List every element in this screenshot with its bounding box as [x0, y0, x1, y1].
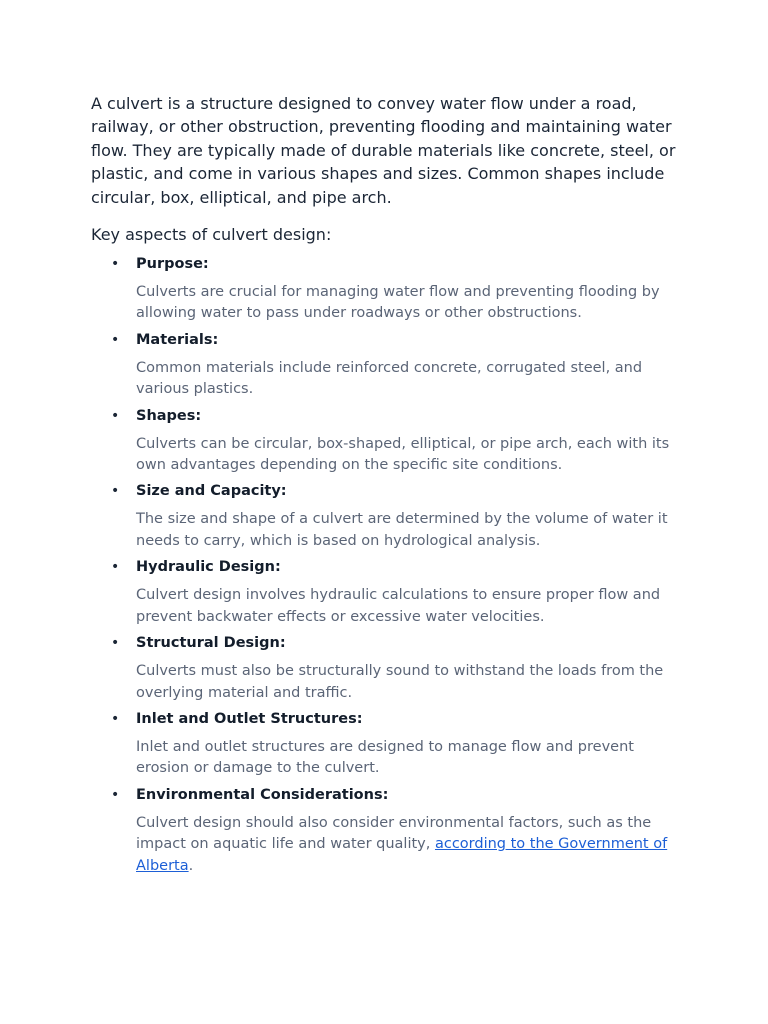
aspect-description: Common materials include reinforced concrete, corrugated steel, and various plastics. [136, 359, 643, 398]
aspect-term: Purpose: [136, 256, 209, 273]
aspect-description: Culverts must also be structurally sound to withstand the loads from the overlying material and traffic. [136, 663, 664, 701]
list-item-size-capacity [91, 480, 691, 552]
aspect-description [136, 813, 681, 877]
bullet-icon: • [111, 331, 120, 348]
list-item-inlet-outlet [91, 708, 691, 780]
list-item-purpose [91, 253, 691, 325]
trailing-period: . [188, 857, 194, 874]
aspect-term: Inlet and Outlet Structures: [136, 710, 363, 727]
aspect-description: Inlet and outlet structures are designed to manage flow and prevent erosion or damage to the culvert. [136, 738, 634, 777]
aspect-term: Structural Design: [136, 635, 286, 652]
list-item-structural-design [91, 632, 691, 704]
list-item-hydraulic-design [91, 556, 691, 628]
aspect-term: Materials: [136, 331, 219, 348]
aspect-term: Hydraulic Design: [136, 559, 281, 576]
list-item-materials [91, 329, 691, 401]
aspect-term: Size and Capacity: [136, 483, 287, 500]
aspect-description: Culverts are crucial for managing water flow and preventing flooding by allowing water to pass under roadways or other obstructions. [136, 284, 660, 322]
aspect-description: Culverts can be circular, box-shaped, elliptical, or pipe arch, each with its own advantages depending on the specific site conditions. [136, 435, 670, 474]
bullet-icon: • [111, 256, 120, 273]
aspect-description-text: Culvert design should also consider environmental factors, such as the impact on aquatic life and water quality, [136, 814, 652, 853]
aspect-description: The size and shape of a culvert are determined by the volume of water it needs to carry, which is based on hydrological analysis. [136, 511, 668, 549]
aspect-term: Shapes: [136, 407, 202, 424]
intro-paragraph: A culvert is a structure designed to convey water flow under a road, railway, or other obstruction, preventing flooding and maintaining water flow. They are typically made of durable materials like concrete, steel, or plastic, and come in various shapes and sizes. Common shapes include circular, box, elliptical, and pipe arch. [91, 94, 676, 207]
list-item-environmental [91, 784, 691, 877]
bullet-icon: • [111, 710, 120, 727]
list-item-shapes [91, 405, 691, 477]
bullet-icon: • [111, 483, 120, 500]
bullet-icon: • [111, 786, 120, 803]
bullet-icon: • [111, 559, 120, 576]
aspects-list [91, 253, 691, 877]
key-aspects-heading: Key aspects of culvert design: [91, 225, 332, 245]
article [91, 92, 691, 881]
government-of-alberta-link[interactable]: according to the Government of Alberta [136, 836, 668, 874]
bullet-icon: • [111, 635, 120, 652]
aspect-description: Culvert design involves hydraulic calculations to ensure proper flow and prevent backwater effects or excessive water velocities. [136, 587, 661, 625]
aspect-term: Environmental Considerations: [136, 786, 389, 803]
bullet-icon: • [111, 407, 120, 424]
